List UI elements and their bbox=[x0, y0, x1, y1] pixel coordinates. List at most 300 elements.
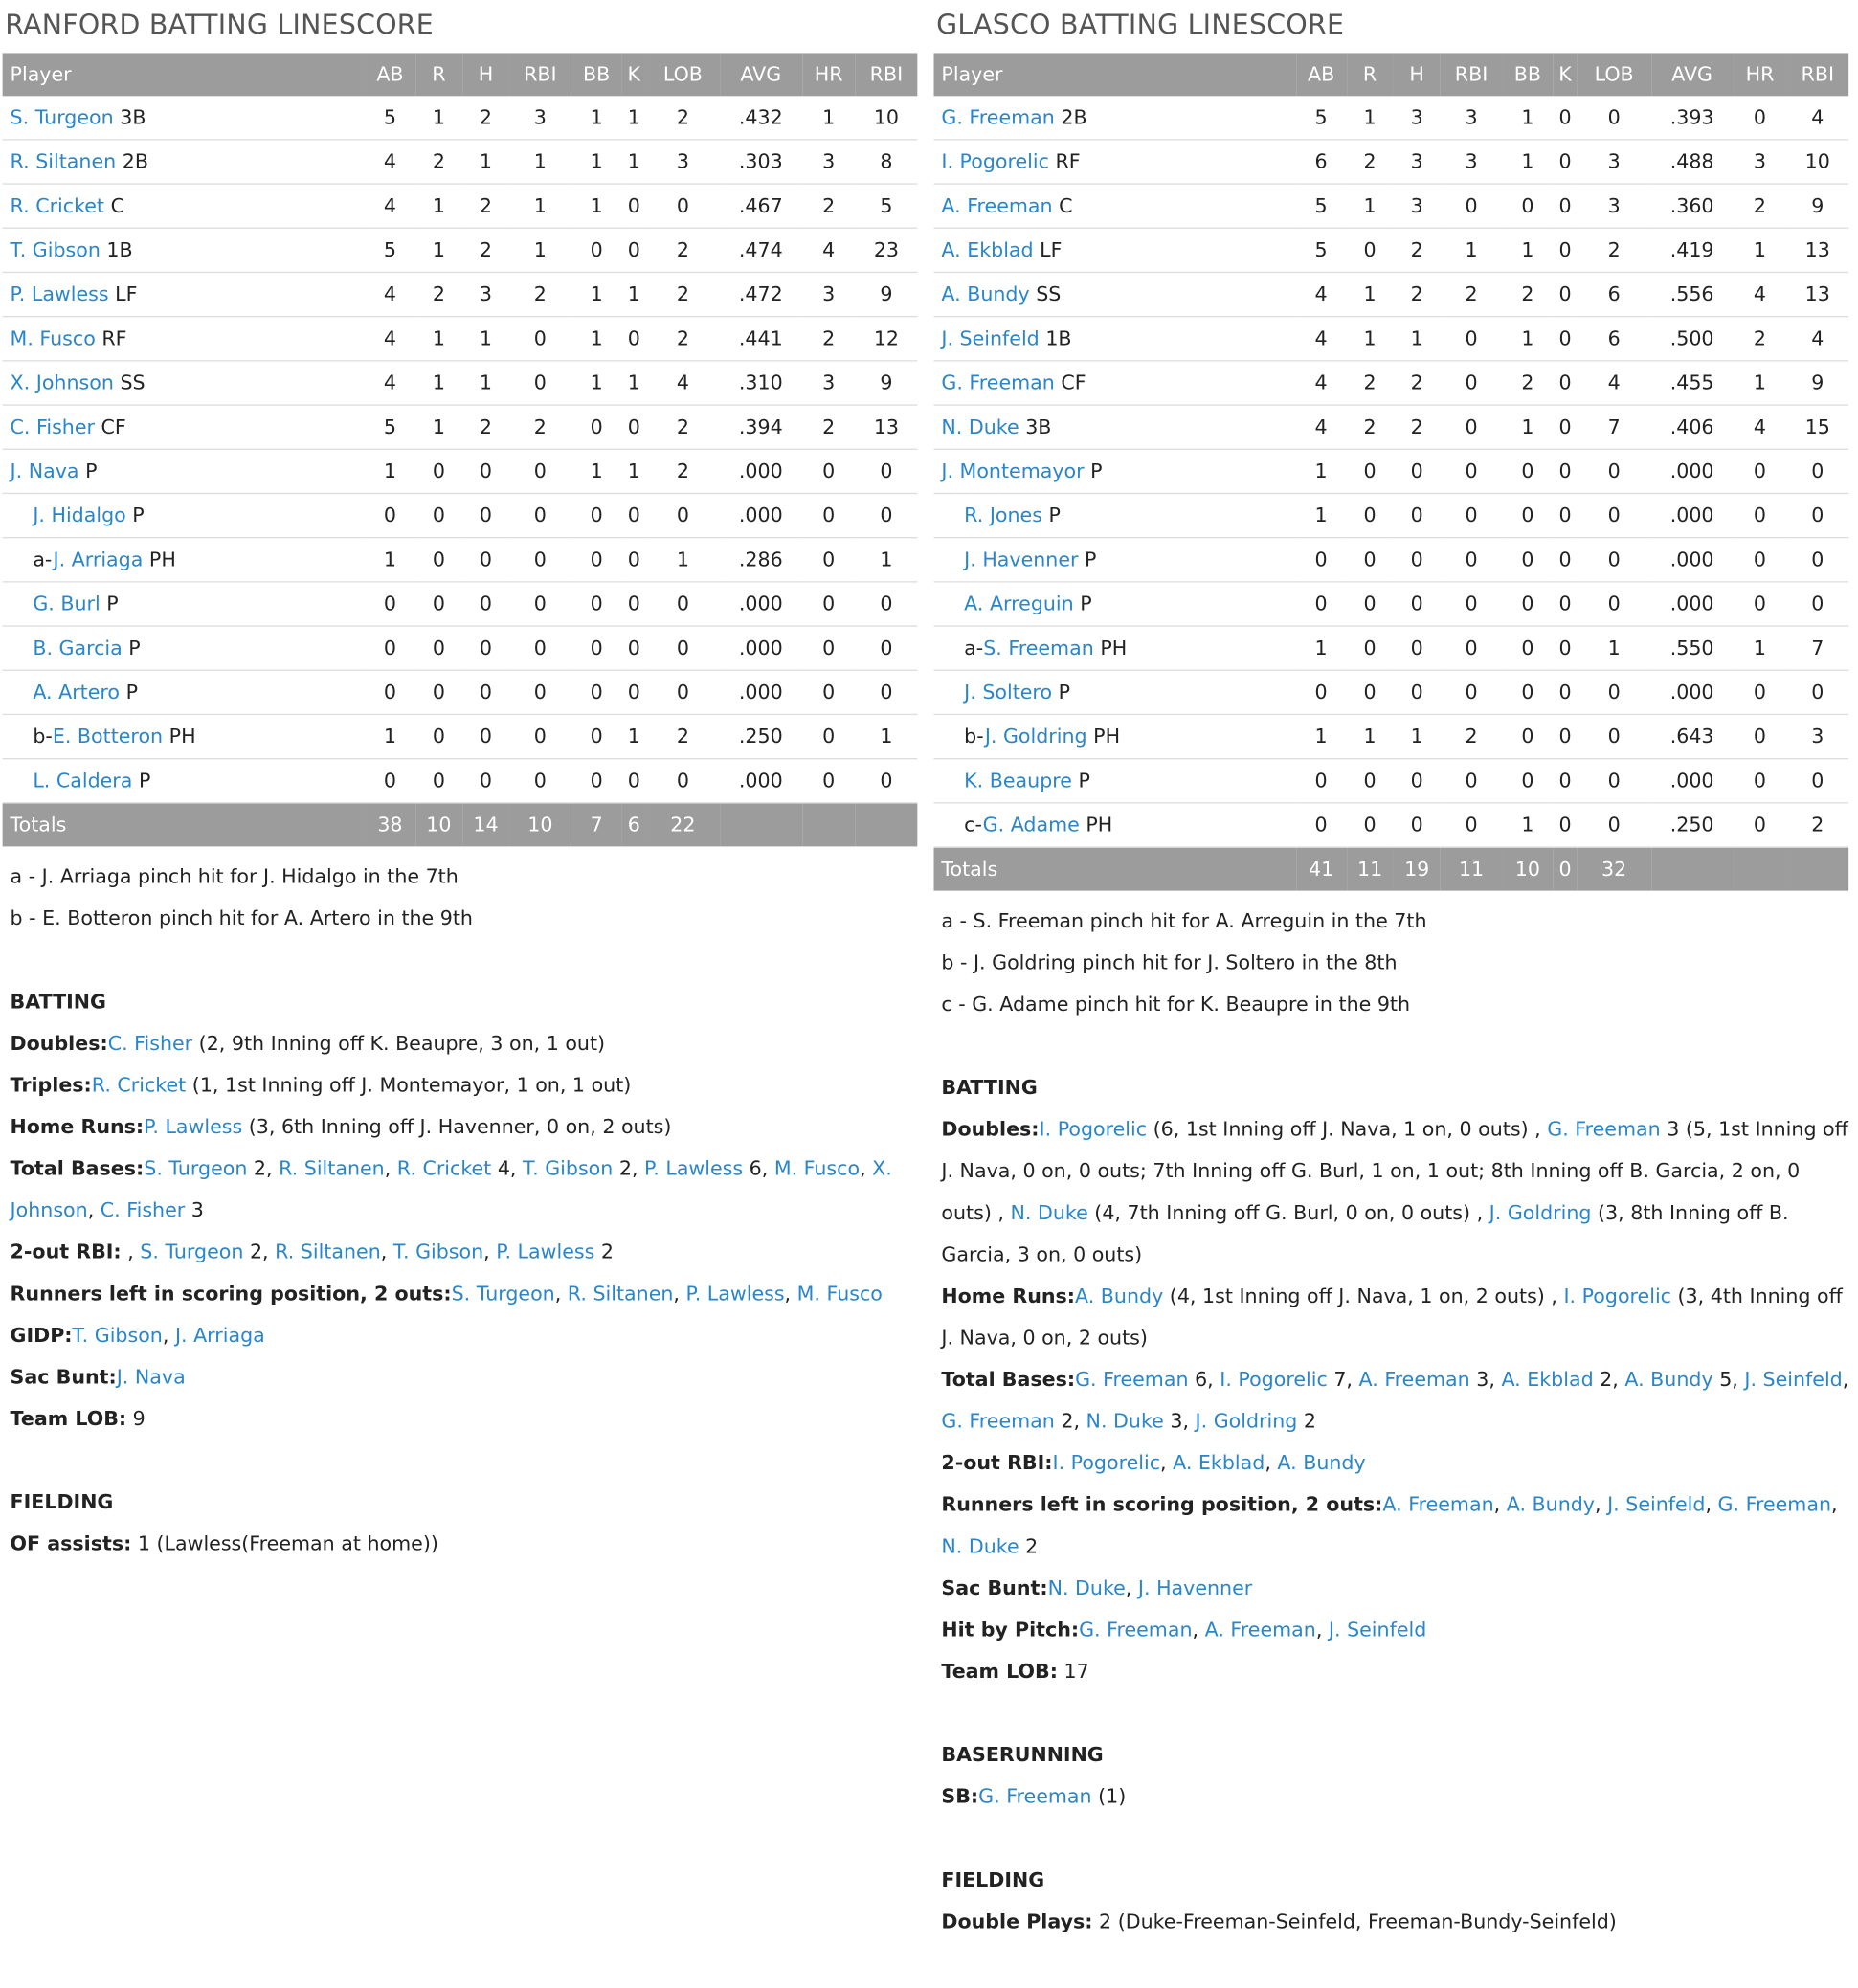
player-link[interactable]: P. Lawless bbox=[685, 1282, 785, 1306]
stat-cell: 3 bbox=[1441, 96, 1503, 140]
stat-cell: .000 bbox=[720, 449, 802, 493]
stat-line bbox=[941, 1442, 1850, 1485]
player-link[interactable]: G. Freeman bbox=[1547, 1118, 1661, 1141]
stat-cell: .441 bbox=[720, 317, 802, 361]
stat-cell: 1 bbox=[571, 317, 622, 361]
stat-text: , bbox=[1265, 1451, 1278, 1475]
stat-cell: .488 bbox=[1651, 140, 1734, 184]
player-link[interactable]: R. Siltanen bbox=[275, 1240, 381, 1263]
player-link[interactable]: R. Siltanen bbox=[279, 1157, 385, 1180]
stat-text: , bbox=[860, 1157, 873, 1180]
stat-cell: 5 bbox=[365, 405, 415, 449]
stat-cell: .360 bbox=[1651, 184, 1734, 228]
player-cell bbox=[3, 140, 365, 184]
player-link[interactable]: G. Freeman bbox=[1075, 1368, 1189, 1392]
player-link[interactable]: J. Seinfeld bbox=[941, 326, 1040, 350]
player-position: CF bbox=[101, 415, 126, 439]
stat-text: (4, 7th Inning off G. Burl, 0 on, 0 outs) , bbox=[1087, 1201, 1489, 1225]
stat-cell: 0 bbox=[1441, 803, 1503, 847]
pinch-hit-note: a - J. Arriaga pinch hit for J. Hidalgo in the 7th bbox=[10, 865, 459, 888]
player-link[interactable]: J. Nava bbox=[10, 459, 79, 483]
stat-cell: 0 bbox=[1347, 759, 1394, 803]
stat-cell: 5 bbox=[856, 184, 918, 228]
player-link[interactable]: J. Seinfeld bbox=[1744, 1368, 1843, 1392]
player-link[interactable]: M. Fusco bbox=[10, 326, 96, 350]
player-link[interactable]: T. Gibson bbox=[72, 1324, 163, 1348]
stat-cell: 13 bbox=[856, 405, 918, 449]
stat-cell: 2 bbox=[1734, 317, 1787, 361]
column-header: K bbox=[1553, 53, 1577, 96]
player-cell bbox=[933, 405, 1295, 449]
player-link[interactable]: A. Freeman bbox=[941, 194, 1053, 218]
player-link[interactable]: J. Havenner bbox=[964, 547, 1079, 571]
stat-cell: 0 bbox=[1394, 759, 1441, 803]
stat-text: (6, 1st Inning off J. Nava, 1 on, 0 outs) , bbox=[1147, 1118, 1548, 1141]
table-row bbox=[933, 140, 1848, 184]
player-link[interactable]: I. Pogorelic bbox=[1039, 1118, 1148, 1141]
player-link[interactable]: G. Freeman bbox=[941, 371, 1055, 394]
stat-cell: 5 bbox=[1296, 96, 1347, 140]
section-heading: BATTING bbox=[941, 1076, 1038, 1100]
stat-cell: 0 bbox=[856, 759, 918, 803]
player-cell bbox=[933, 449, 1295, 493]
table-row bbox=[3, 714, 918, 758]
player-link[interactable]: J. Goldring bbox=[984, 725, 1087, 748]
stat-cell: 0 bbox=[1578, 803, 1651, 847]
stat-cell: 9 bbox=[856, 361, 918, 405]
stat-cell: 1 bbox=[1502, 96, 1553, 140]
player-link[interactable]: P. Lawless bbox=[144, 1115, 243, 1139]
stat-label: Doubles: bbox=[941, 1118, 1040, 1141]
player-link[interactable]: K. Beaupre bbox=[964, 769, 1072, 793]
player-link[interactable]: P. Lawless bbox=[496, 1240, 595, 1263]
player-position: P bbox=[138, 769, 151, 793]
player-link[interactable]: J. Havenner bbox=[1137, 1576, 1253, 1600]
stat-cell: 0 bbox=[1347, 582, 1394, 626]
stat-cell: 4 bbox=[365, 272, 415, 316]
player-link[interactable]: A. Freeman bbox=[1382, 1493, 1494, 1517]
player-cell bbox=[933, 272, 1295, 316]
stat-cell: 0 bbox=[571, 670, 622, 714]
player-link[interactable]: A. Freeman bbox=[1358, 1368, 1470, 1392]
player-link[interactable]: A. Bundy bbox=[1624, 1368, 1713, 1392]
stat-cell: 2 bbox=[1347, 140, 1394, 184]
player-link[interactable]: A. Freeman bbox=[1204, 1618, 1316, 1642]
stat-cell: 0 bbox=[571, 228, 622, 272]
stat-cell: 0 bbox=[1502, 538, 1553, 582]
stat-cell: 0 bbox=[415, 759, 462, 803]
player-link[interactable]: N. Duke bbox=[1010, 1201, 1088, 1225]
player-link[interactable]: R. Cricket bbox=[10, 194, 105, 218]
player-link[interactable]: X. Johnson bbox=[10, 1157, 892, 1222]
stat-cell: .455 bbox=[1651, 361, 1734, 405]
stat-text: 2 bbox=[594, 1240, 614, 1263]
stat-cell: 2 bbox=[1347, 361, 1394, 405]
player-link[interactable]: J. Seinfeld bbox=[1607, 1493, 1706, 1517]
stat-cell: 0 bbox=[1578, 759, 1651, 803]
stat-cell: 0 bbox=[365, 582, 415, 626]
player-link[interactable]: T. Gibson bbox=[392, 1240, 484, 1263]
player-position: PH bbox=[1100, 637, 1128, 660]
totals-cell: 14 bbox=[462, 803, 509, 847]
stat-cell: 3 bbox=[802, 272, 856, 316]
stat-cell: 0 bbox=[1553, 714, 1577, 758]
column-header: HR bbox=[802, 53, 856, 96]
stat-cell: .000 bbox=[720, 759, 802, 803]
stat-cell: 3 bbox=[509, 96, 571, 140]
stat-label: Team LOB: bbox=[941, 1660, 1058, 1684]
stat-cell: 3 bbox=[1394, 96, 1441, 140]
stat-text: 3 bbox=[185, 1198, 204, 1222]
stat-cell: 0 bbox=[509, 582, 571, 626]
stat-cell: 0 bbox=[571, 714, 622, 758]
player-cell bbox=[933, 361, 1295, 405]
table-body bbox=[3, 96, 918, 846]
column-header: BB bbox=[1502, 53, 1553, 96]
player-link[interactable]: X. Johnson bbox=[10, 371, 114, 394]
player-link[interactable]: J. Arriaga bbox=[53, 547, 144, 571]
stat-line bbox=[941, 1651, 1850, 1693]
player-position: P bbox=[1085, 547, 1097, 571]
stat-cell: 0 bbox=[1394, 538, 1441, 582]
stat-line bbox=[941, 1359, 1850, 1442]
stat-cell: 0 bbox=[622, 493, 646, 537]
stat-cell: 2 bbox=[462, 96, 509, 140]
player-link[interactable]: N. Duke bbox=[1086, 1410, 1164, 1433]
player-link[interactable]: M. Fusco bbox=[796, 1282, 883, 1306]
stat-line bbox=[941, 1568, 1850, 1610]
stat-cell: 5 bbox=[1296, 184, 1347, 228]
stat-cell: 1 bbox=[571, 272, 622, 316]
player-link[interactable]: L. Caldera bbox=[33, 769, 133, 793]
totals-cell bbox=[1734, 847, 1787, 891]
player-position: P bbox=[1048, 503, 1061, 527]
column-header: RBI bbox=[1786, 53, 1848, 96]
player-link[interactable]: C. Fisher bbox=[107, 1032, 193, 1056]
stat-cell: .310 bbox=[720, 361, 802, 405]
stat-cell: 0 bbox=[1502, 759, 1553, 803]
player-position: P bbox=[125, 681, 138, 704]
player-link[interactable]: A. Artero bbox=[33, 681, 121, 704]
stat-text: , bbox=[1192, 1618, 1205, 1642]
stat-cell: 0 bbox=[1441, 317, 1503, 361]
pinch-hit-notes bbox=[933, 901, 1850, 1026]
stat-cell: 4 bbox=[1734, 405, 1787, 449]
stat-cell: 1 bbox=[1347, 272, 1394, 316]
stat-cell: 1 bbox=[1734, 626, 1787, 670]
stat-cell: 1 bbox=[1441, 228, 1503, 272]
stat-line bbox=[941, 1276, 1850, 1359]
stat-cell: 0 bbox=[1441, 759, 1503, 803]
stat-cell: 1 bbox=[1502, 803, 1553, 847]
player-position: C bbox=[110, 194, 124, 218]
player-link[interactable]: T. Gibson bbox=[10, 238, 101, 262]
stat-text: , bbox=[1315, 1618, 1329, 1642]
stat-cell: 0 bbox=[1441, 538, 1503, 582]
player-link[interactable]: C. Fisher bbox=[10, 415, 95, 439]
stat-text: 3, bbox=[1469, 1368, 1502, 1392]
stat-cell: .000 bbox=[1651, 582, 1734, 626]
stat-cell: 0 bbox=[646, 582, 720, 626]
stat-cell: 0 bbox=[1347, 626, 1394, 670]
player-link[interactable]: I. Pogorelic bbox=[1052, 1451, 1161, 1475]
player-link[interactable]: S. Freeman bbox=[983, 637, 1094, 660]
player-cell bbox=[3, 96, 365, 140]
stat-cell: 0 bbox=[1578, 582, 1651, 626]
stat-cell: 4 bbox=[1296, 272, 1347, 316]
stat-cell: 5 bbox=[365, 228, 415, 272]
stat-cell: 0 bbox=[1502, 670, 1553, 714]
stat-line bbox=[11, 1065, 920, 1107]
stat-cell: .000 bbox=[1651, 759, 1734, 803]
stat-cell: .286 bbox=[720, 538, 802, 582]
stat-cell: 0 bbox=[415, 538, 462, 582]
totals-cell: 41 bbox=[1296, 847, 1347, 891]
player-link[interactable]: J. Soltero bbox=[964, 681, 1053, 704]
section-heading: BATTING bbox=[10, 990, 106, 1014]
stat-text: 2 bbox=[1019, 1534, 1039, 1558]
player-link[interactable]: N. Duke bbox=[1047, 1576, 1126, 1600]
pinch-hit-note: a - S. Freeman pinch hit for A. Arreguin in the 7th bbox=[941, 909, 1427, 933]
stat-cell: 9 bbox=[856, 272, 918, 316]
totals-cell: 10 bbox=[415, 803, 462, 847]
stat-text: , bbox=[121, 1240, 141, 1263]
stat-cell: 0 bbox=[856, 449, 918, 493]
stat-cell: 0 bbox=[415, 626, 462, 670]
stat-cell: 2 bbox=[462, 184, 509, 228]
player-link[interactable]: G. Freeman bbox=[1079, 1618, 1193, 1642]
stat-cell: 0 bbox=[1553, 405, 1577, 449]
stat-text: (3, 8th Inning off B. Garcia, 3 on, 0 outs) bbox=[941, 1201, 1789, 1266]
player-position: 3B bbox=[1025, 415, 1052, 439]
stat-text: , bbox=[1493, 1493, 1507, 1517]
totals-row bbox=[3, 803, 918, 847]
player-link[interactable]: A. Bundy bbox=[1506, 1493, 1596, 1517]
player-link[interactable]: S. Turgeon bbox=[144, 1157, 248, 1180]
player-link[interactable]: I. Pogorelic bbox=[1220, 1368, 1328, 1392]
player-link[interactable]: G. Adame bbox=[982, 814, 1080, 837]
stat-cell: 3 bbox=[646, 140, 720, 184]
stat-cell: 0 bbox=[802, 626, 856, 670]
stat-cell: 0 bbox=[365, 626, 415, 670]
player-position: P bbox=[1078, 769, 1090, 793]
stat-line bbox=[941, 1610, 1850, 1652]
player-link[interactable]: S. Turgeon bbox=[140, 1240, 244, 1263]
player-link[interactable]: S. Turgeon bbox=[10, 105, 114, 129]
sub-prefix: b- bbox=[33, 725, 53, 748]
stat-cell: 4 bbox=[1734, 272, 1787, 316]
player-link[interactable]: R. Jones bbox=[964, 503, 1042, 527]
player-link[interactable]: S. Turgeon bbox=[451, 1282, 555, 1306]
stat-cell: 0 bbox=[646, 493, 720, 537]
player-link[interactable]: R. Cricket bbox=[396, 1157, 492, 1180]
player-link[interactable]: R. Siltanen bbox=[10, 150, 117, 173]
column-header: K bbox=[622, 53, 646, 96]
stat-cell: 0 bbox=[622, 228, 646, 272]
stat-cell: 0 bbox=[622, 582, 646, 626]
stat-cell: 1 bbox=[462, 317, 509, 361]
table-row bbox=[933, 228, 1848, 272]
stat-cell: 0 bbox=[1502, 493, 1553, 537]
stat-cell: 0 bbox=[1394, 582, 1441, 626]
stat-cell: 2 bbox=[1502, 361, 1553, 405]
player-link[interactable]: J. Hidalgo bbox=[33, 503, 126, 527]
stat-cell: 2 bbox=[1502, 272, 1553, 316]
column-header: H bbox=[462, 53, 509, 96]
stat-cell: 10 bbox=[856, 96, 918, 140]
stat-cell: 1 bbox=[622, 272, 646, 316]
player-link[interactable]: A. Ekblad bbox=[1173, 1451, 1265, 1475]
stat-cell: 0 bbox=[1553, 493, 1577, 537]
player-link[interactable]: P. Lawless bbox=[644, 1157, 744, 1180]
stat-cell: 1 bbox=[1296, 449, 1347, 493]
stat-cell: 0 bbox=[509, 626, 571, 670]
player-link[interactable]: N. Duke bbox=[941, 1534, 1019, 1558]
player-cell bbox=[3, 626, 365, 670]
totals-cell bbox=[1651, 847, 1734, 891]
stat-text: 5, bbox=[1712, 1368, 1745, 1392]
player-link[interactable]: M. Fusco bbox=[773, 1157, 861, 1180]
player-link[interactable]: J. Arriaga bbox=[174, 1324, 265, 1348]
stat-cell: .643 bbox=[1651, 714, 1734, 758]
stat-cell: 0 bbox=[1578, 538, 1651, 582]
stat-cell: 1 bbox=[571, 140, 622, 184]
stat-cell: 0 bbox=[462, 582, 509, 626]
player-link[interactable]: I. Pogorelic bbox=[1563, 1284, 1671, 1308]
stat-cell: 1 bbox=[1578, 626, 1651, 670]
stat-text: , bbox=[483, 1240, 497, 1263]
player-link[interactable]: R. Siltanen bbox=[567, 1282, 674, 1306]
table-row bbox=[3, 582, 918, 626]
player-link[interactable]: P. Lawless bbox=[10, 282, 109, 306]
stat-cell: 1 bbox=[571, 449, 622, 493]
stat-cell: 1 bbox=[415, 405, 462, 449]
player-link[interactable]: J. Nava bbox=[116, 1365, 186, 1389]
player-link[interactable]: G. Freeman bbox=[941, 105, 1055, 129]
player-position: P bbox=[1058, 681, 1071, 704]
player-position: RF bbox=[1055, 150, 1081, 173]
stat-cell: 0 bbox=[462, 759, 509, 803]
player-link[interactable]: J. Montemayor bbox=[941, 459, 1085, 483]
player-link[interactable]: I. Pogorelic bbox=[941, 150, 1049, 173]
player-cell bbox=[933, 228, 1295, 272]
player-link[interactable]: A. Bundy bbox=[1074, 1284, 1164, 1308]
player-cell bbox=[3, 317, 365, 361]
stat-cell: 0 bbox=[571, 759, 622, 803]
player-link[interactable]: G. Freeman bbox=[978, 1785, 1092, 1808]
player-link[interactable]: C. Fisher bbox=[100, 1198, 186, 1222]
column-header: R bbox=[1347, 53, 1394, 96]
stat-cell: 1 bbox=[365, 449, 415, 493]
stat-text: , bbox=[554, 1282, 568, 1306]
stat-cell: 4 bbox=[365, 317, 415, 361]
stat-line bbox=[11, 1106, 920, 1149]
stat-cell: 1 bbox=[1734, 228, 1787, 272]
player-link[interactable]: G. Burl bbox=[33, 592, 101, 615]
stat-cell: 0 bbox=[1786, 493, 1848, 537]
stat-label: Sac Bunt: bbox=[941, 1576, 1048, 1600]
player-link[interactable]: R. Cricket bbox=[91, 1074, 187, 1097]
stat-cell: 0 bbox=[1734, 582, 1787, 626]
player-cell bbox=[3, 714, 365, 758]
player-link[interactable]: T. Gibson bbox=[523, 1157, 614, 1180]
header-row bbox=[933, 53, 1848, 96]
player-link[interactable]: J. Goldring bbox=[1195, 1410, 1298, 1433]
stat-cell: 1 bbox=[415, 228, 462, 272]
player-link[interactable]: N. Duke bbox=[941, 415, 1019, 439]
stat-cell: 0 bbox=[856, 493, 918, 537]
stat-line bbox=[11, 1023, 920, 1065]
player-position: P bbox=[132, 503, 145, 527]
player-link[interactable]: E. Botteron bbox=[52, 725, 164, 748]
totals-label: Totals bbox=[3, 803, 365, 847]
stat-cell: .000 bbox=[1651, 670, 1734, 714]
table-row bbox=[933, 582, 1848, 626]
stat-cell: 1 bbox=[622, 449, 646, 493]
stat-cell: 0 bbox=[622, 317, 646, 361]
stat-cell: 1 bbox=[509, 184, 571, 228]
stat-cell: 0 bbox=[646, 184, 720, 228]
stat-cell: 0 bbox=[1553, 184, 1577, 228]
stat-text: , bbox=[1125, 1576, 1138, 1600]
stat-cell: .000 bbox=[1651, 493, 1734, 537]
player-position: PH bbox=[1086, 814, 1113, 837]
player-link[interactable]: B. Garcia bbox=[33, 637, 123, 660]
stat-text: , bbox=[784, 1282, 797, 1306]
stat-text: 2, bbox=[1054, 1410, 1086, 1433]
stat-cell: 2 bbox=[1734, 184, 1787, 228]
player-cell bbox=[3, 538, 365, 582]
stat-cell: 0 bbox=[1441, 493, 1503, 537]
stat-cell: 2 bbox=[1394, 272, 1441, 316]
player-link[interactable]: A. Arreguin bbox=[964, 592, 1074, 615]
stat-cell: 0 bbox=[571, 405, 622, 449]
player-link[interactable]: A. Ekblad bbox=[941, 238, 1034, 262]
stat-cell: 2 bbox=[646, 272, 720, 316]
table-row bbox=[3, 96, 918, 140]
stat-text: (4, 1st Inning off J. Nava, 1 on, 2 outs) , bbox=[1163, 1284, 1564, 1308]
stat-cell: 0 bbox=[1441, 184, 1503, 228]
stat-cell: 0 bbox=[1578, 96, 1651, 140]
stat-cell: 1 bbox=[1394, 317, 1441, 361]
stat-label: Sac Bunt: bbox=[10, 1365, 117, 1389]
stat-cell: 0 bbox=[1502, 184, 1553, 228]
player-link[interactable]: A. Bundy bbox=[1277, 1451, 1366, 1475]
stat-cell: 0 bbox=[1553, 140, 1577, 184]
stat-cell: 15 bbox=[1786, 405, 1848, 449]
totals-cell: 10 bbox=[1502, 847, 1553, 891]
table-row bbox=[3, 228, 918, 272]
stat-cell: 7 bbox=[1578, 405, 1651, 449]
stat-cell: 0 bbox=[1786, 449, 1848, 493]
glasco-column bbox=[933, 0, 1850, 1943]
player-link[interactable]: J. Goldring bbox=[1489, 1201, 1592, 1225]
stat-cell: 0 bbox=[622, 759, 646, 803]
stat-text: , bbox=[384, 1157, 397, 1180]
table-row bbox=[3, 361, 918, 405]
player-link[interactable]: A. Ekblad bbox=[1501, 1368, 1594, 1392]
stat-cell: 0 bbox=[802, 493, 856, 537]
player-link[interactable]: A. Bundy bbox=[941, 282, 1030, 306]
stat-cell: 2 bbox=[1441, 714, 1503, 758]
table-row bbox=[3, 449, 918, 493]
player-link[interactable]: G. Freeman bbox=[1717, 1493, 1831, 1517]
stat-cell: 2 bbox=[415, 272, 462, 316]
player-link[interactable]: J. Seinfeld bbox=[1328, 1618, 1427, 1642]
player-position: SS bbox=[120, 371, 146, 394]
stat-text: , bbox=[1705, 1493, 1718, 1517]
player-link[interactable]: G. Freeman bbox=[941, 1410, 1055, 1433]
